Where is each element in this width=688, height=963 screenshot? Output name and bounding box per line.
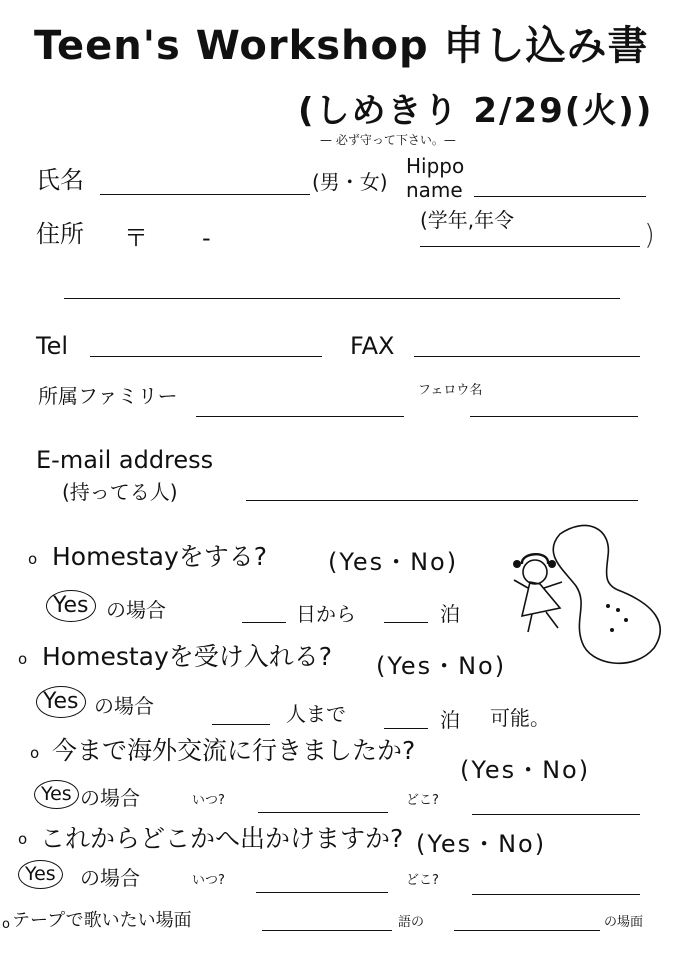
future-when-field[interactable]: [256, 892, 388, 893]
where-label: どこ?: [406, 873, 439, 888]
yes-circle: Yes: [18, 860, 63, 889]
family-label: 所属ファミリー: [38, 384, 178, 408]
yes-no-options[interactable]: (Yes・No): [376, 652, 507, 680]
where-label: どこ?: [406, 793, 439, 808]
tel-label: Tel: [36, 332, 69, 360]
people-until-label: 人まで: [286, 702, 346, 726]
hippo-name-label: name: [406, 178, 463, 202]
family-field[interactable]: [196, 416, 404, 417]
tape-scene-field[interactable]: [454, 930, 600, 931]
form-title: Teen's Workshop 申し込み書: [34, 23, 649, 69]
gender-options[interactable]: (男・女): [312, 170, 388, 194]
past-where-field[interactable]: [472, 814, 640, 815]
yes-no-options[interactable]: (Yes・No): [328, 548, 459, 576]
fellow-field[interactable]: [470, 416, 638, 417]
postal-mark: 〒: [124, 224, 148, 252]
deadline-note: — 必ず守って下さい。—: [320, 133, 456, 147]
language-of-label: 語の: [398, 915, 425, 930]
yes-no-options[interactable]: (Yes・No): [460, 756, 591, 784]
name-field[interactable]: [100, 194, 310, 195]
girl-and-hippo-illustration: [494, 520, 670, 668]
question-bullet: o: [18, 650, 28, 668]
nights-label: 泊: [440, 708, 460, 732]
homestay-nights-field[interactable]: [384, 622, 428, 623]
yes-no-options[interactable]: (Yes・No): [416, 830, 547, 858]
question-homestay-go: Homestayをする?: [52, 542, 268, 571]
case-label: の場合: [80, 786, 140, 810]
hippo-name-field[interactable]: [474, 196, 646, 197]
question-future-trip: これからどこかへ出かけますか?: [40, 824, 404, 853]
question-bullet: o: [18, 830, 28, 848]
possible-label: 可能。: [490, 706, 550, 730]
email-field[interactable]: [246, 500, 638, 501]
future-where-field[interactable]: [472, 894, 640, 895]
closing-paren: ): [644, 218, 655, 251]
case-label: の場合: [80, 866, 140, 890]
fax-field[interactable]: [414, 356, 640, 357]
tel-field[interactable]: [90, 356, 322, 357]
tape-language-field[interactable]: [262, 930, 392, 931]
question-homestay-host: Homestayを受け入れる?: [42, 642, 333, 671]
homestay-start-day-field[interactable]: [242, 622, 286, 623]
question-past-exchange: 今まで海外交流に行きましたか?: [52, 736, 416, 765]
hippo-label: Hippo: [406, 154, 465, 178]
name-label: 氏名: [36, 166, 84, 194]
fellow-label: フェロウ名: [418, 383, 483, 398]
grade-age-field[interactable]: [420, 246, 640, 247]
deadline: (しめきり 2/29(火)): [298, 91, 654, 131]
grade-age-label: (学年,年令: [420, 208, 515, 232]
tape-bullet: o: [2, 917, 10, 932]
address-label: 住所: [36, 220, 84, 248]
nights-label: 泊: [440, 602, 460, 626]
host-nights-field[interactable]: [384, 728, 428, 729]
host-people-field[interactable]: [212, 724, 270, 725]
postal-dash: -: [202, 224, 211, 252]
question-bullet: o: [28, 550, 38, 568]
email-label: E-mail address: [36, 446, 214, 474]
past-when-field[interactable]: [258, 812, 388, 813]
fax-label: FAX: [350, 332, 395, 360]
days-from-label: 日から: [296, 602, 356, 626]
case-label: の場合: [94, 694, 154, 718]
email-sub-label: (持ってる人): [62, 480, 178, 504]
yes-circle: Yes: [34, 780, 79, 809]
scene-label: の場面: [604, 915, 644, 930]
case-label: の場合: [106, 598, 166, 622]
address-field[interactable]: [64, 298, 620, 299]
yes-circle: Yes: [46, 590, 96, 622]
question-bullet: o: [30, 744, 40, 762]
yes-circle: Yes: [36, 686, 86, 718]
when-label: いつ?: [192, 873, 225, 888]
tape-song-label: テープで歌いたい場面: [12, 910, 192, 931]
when-label: いつ?: [192, 793, 225, 808]
